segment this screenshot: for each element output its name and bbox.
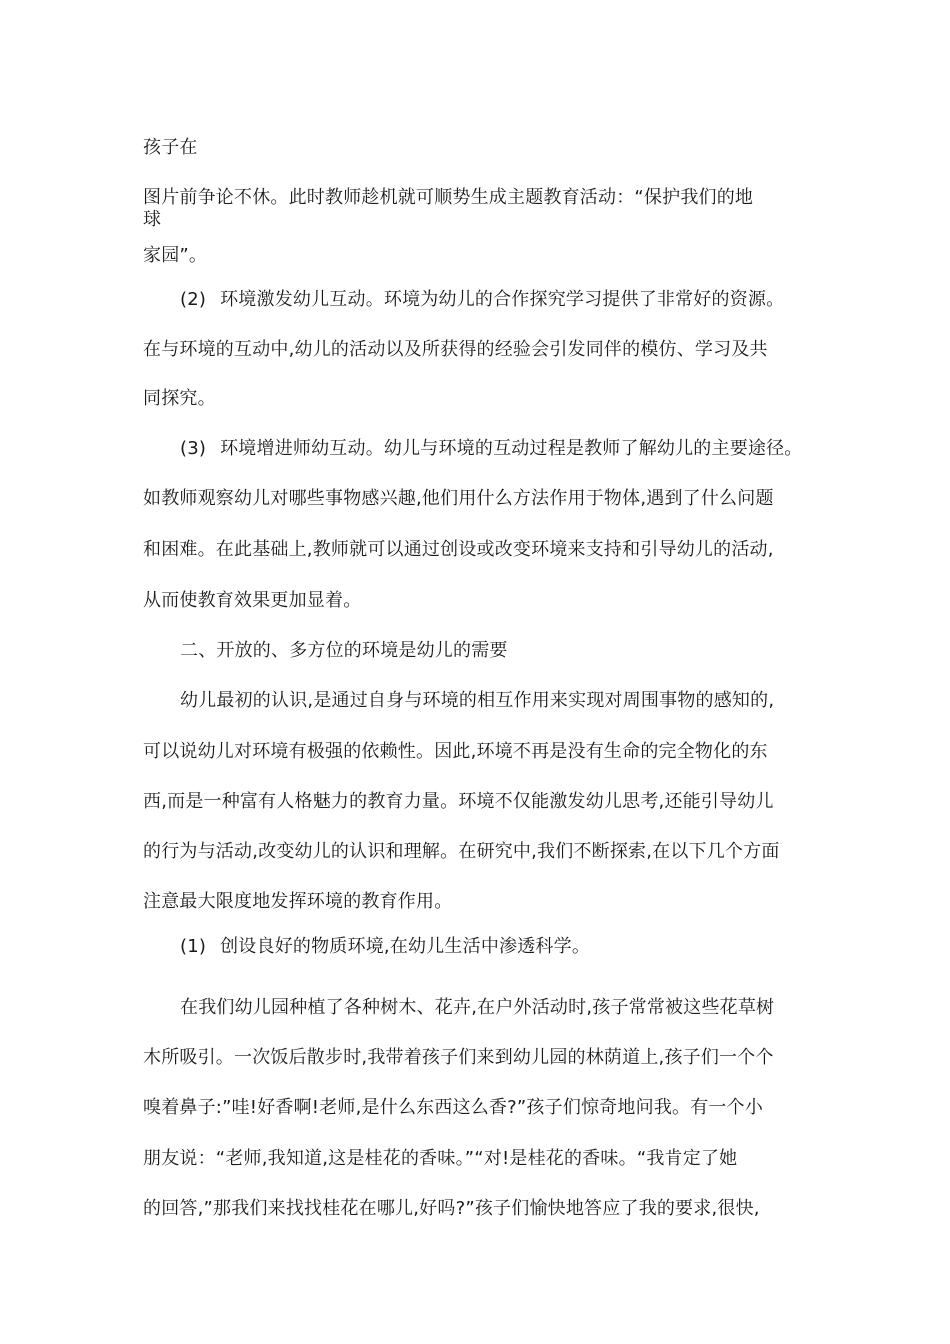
text-line: 球	[143, 209, 162, 230]
text-line: 木所吸引。一次饭后散步时,我带着孩子们来到幼儿园的林荫道上,孩子们一个个	[143, 1047, 774, 1068]
section-heading: 二、开放的、多方位的环境是幼儿的需要	[180, 640, 508, 661]
item-number: (1)	[180, 936, 207, 957]
text-line: 幼儿最初的认识,是通过自身与环境的相互作用来实现对周围事物的感知的,	[180, 690, 775, 711]
text-line: 可以说幼儿对环境有极强的依赖性。因此,环境不再是没有生命的完全物化的东	[143, 741, 768, 762]
item-number: (2)	[180, 289, 207, 310]
numbered-paragraph-line	[180, 289, 784, 311]
text-line: 在我们幼儿园种植了各种树木、花卉,在户外活动时,孩子常常被这些花草树	[180, 997, 775, 1018]
text-line: 如教师观察幼儿对哪些事物感兴趣,他们用什么方法作用于物体,遇到了什么问题	[143, 488, 774, 509]
text-line: 朋友说：“老师,我知道,这是桂花的香味。”“对!是桂花的香味。“我肯定了她	[143, 1148, 738, 1169]
numbered-paragraph-line	[180, 936, 590, 958]
text-line: 和困难。在此基础上,教师就可以通过创设或改变环境来支持和引导幼儿的活动,	[143, 539, 774, 560]
text-line: 的行为与活动,改变幼儿的认识和理解。在研究中,我们不断探索,在以下几个方面	[143, 841, 780, 862]
text-line: 嗅着鼻子:”哇!好香啊!老师,是什么东西这么香?”孩子们惊奇地问我。有一个小	[143, 1097, 764, 1118]
text-line: 从而使教育效果更加显着。	[143, 590, 362, 611]
numbered-paragraph-line	[180, 438, 803, 460]
text-line: 环境激发幼儿互动。环境为幼儿的合作探究学习提供了非常好的资源。	[220, 289, 785, 310]
text-line: 家园”。	[143, 245, 208, 266]
text-line: 创设良好的物质环境,在幼儿生活中渗透科学。	[220, 936, 591, 957]
text-line: 注意最大限度地发挥环境的教育作用。	[143, 891, 453, 912]
text-line: 在与环境的互动中,幼儿的活动以及所获得的经验会引发同伴的模仿、学习及共	[143, 339, 768, 360]
text-line: 同探究。	[143, 388, 216, 409]
item-number: (3)	[180, 438, 207, 459]
text-line: 图片前争论不休。此时教师趁机就可顺势生成主题教育活动：“保护我们的地	[143, 187, 754, 208]
text-line: 孩子在	[143, 137, 198, 158]
text-line: 的回答,”那我们来找找桂花在哪儿,好吗?”孩子们愉快地答应了我的要求,很快,	[143, 1198, 760, 1219]
text-line: 西,而是一种富有人格魅力的教育力量。环境不仅能激发幼儿思考,还能引导幼儿	[143, 791, 774, 812]
text-line: 环境增进师幼互动。幼儿与环境的互动过程是教师了解幼儿的主要途径。	[220, 438, 803, 459]
